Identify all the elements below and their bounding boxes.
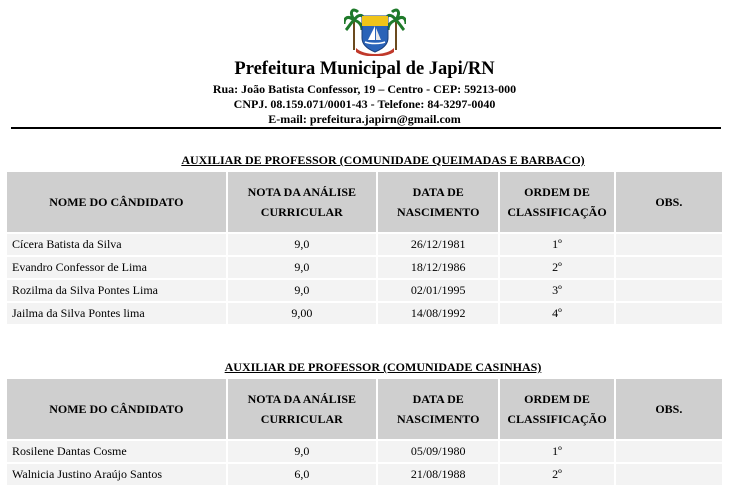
col-header-score: NOTA DA ANÁLISE CURRICULAR [228,379,376,439]
results-table [5,170,724,326]
header-cnpj-phone: CNPJ. 08.159.071/0001-43 - Telefone: 84-3297-0040 [233,97,496,111]
cell-birth: 18/12/1986 [378,257,498,278]
table-header-row [7,379,722,439]
cell-birth: 21/08/1988 [378,464,498,485]
results-table [5,377,724,487]
cell-birth: 26/12/1981 [378,234,498,255]
cell-obs [616,257,722,278]
cell-obs [616,303,722,324]
col-header-name: NOME DO CÂNDIDATO [7,379,226,439]
cell-rank: 2º [500,464,613,485]
table-row [7,441,722,462]
col-header-rank: ORDEM DE CLASSIFICAÇÃO [500,172,613,232]
cell-score: 9,0 [228,234,376,255]
section-title: AUXILIAR DE PROFESSOR (COMUNIDADE CASINHAS) [224,360,542,374]
col-header-obs: OBS. [616,379,722,439]
page-title: Prefeitura Municipal de Japi/RN [234,59,495,79]
cell-name: Jailma da Silva Pontes lima [7,303,226,324]
col-header-rank: ORDEM DE CLASSIFICAÇÃO [500,379,613,439]
cell-name: Cícera Batista da Silva [7,234,226,255]
table-row [7,280,722,301]
table-row [7,257,722,278]
cell-obs [616,464,722,485]
cell-score: 9,00 [228,303,376,324]
col-header-birth: DATA DE NASCIMENTO [378,172,498,232]
cell-obs [616,234,722,255]
cell-birth: 02/01/1995 [378,280,498,301]
cell-rank: 3º [500,280,613,301]
section-title: AUXILIAR DE PROFESSOR (COMUNIDADE QUEIMADAS E BARBACO) [181,153,585,167]
cell-name: Walnicia Justino Araújo Santos [7,464,226,485]
cell-rank: 2º [500,257,613,278]
col-header-obs: OBS. [616,172,722,232]
cell-name: Rozilma da Silva Pontes Lima [7,280,226,301]
cell-score: 6,0 [228,464,376,485]
cell-birth: 14/08/1992 [378,303,498,324]
municipal-coat-of-arms-icon [344,6,406,56]
header-email: E-mail: prefeitura.japirn@gmail.com [268,112,461,126]
col-header-score: NOTA DA ANÁLISE CURRICULAR [228,172,376,232]
table-row [7,464,722,485]
col-header-name: NOME DO CÂNDIDATO [7,172,226,232]
table-row [7,234,722,255]
table-header-row [7,172,722,232]
cell-rank: 1º [500,234,613,255]
cell-score: 9,0 [228,441,376,462]
cell-score: 9,0 [228,280,376,301]
cell-rank: 1º [500,441,613,462]
cell-obs [616,441,722,462]
cell-birth: 05/09/1980 [378,441,498,462]
cell-rank: 4º [500,303,613,324]
cell-name: Evandro Confessor de Lima [7,257,226,278]
header-address: Rua: João Batista Confessor, 19 – Centro - CEP: 59213-000 [212,82,517,96]
header-divider [11,127,721,129]
cell-score: 9,0 [228,257,376,278]
cell-name: Rosilene Dantas Cosme [7,441,226,462]
table-row [7,303,722,324]
cell-obs [616,280,722,301]
col-header-birth: DATA DE NASCIMENTO [378,379,498,439]
